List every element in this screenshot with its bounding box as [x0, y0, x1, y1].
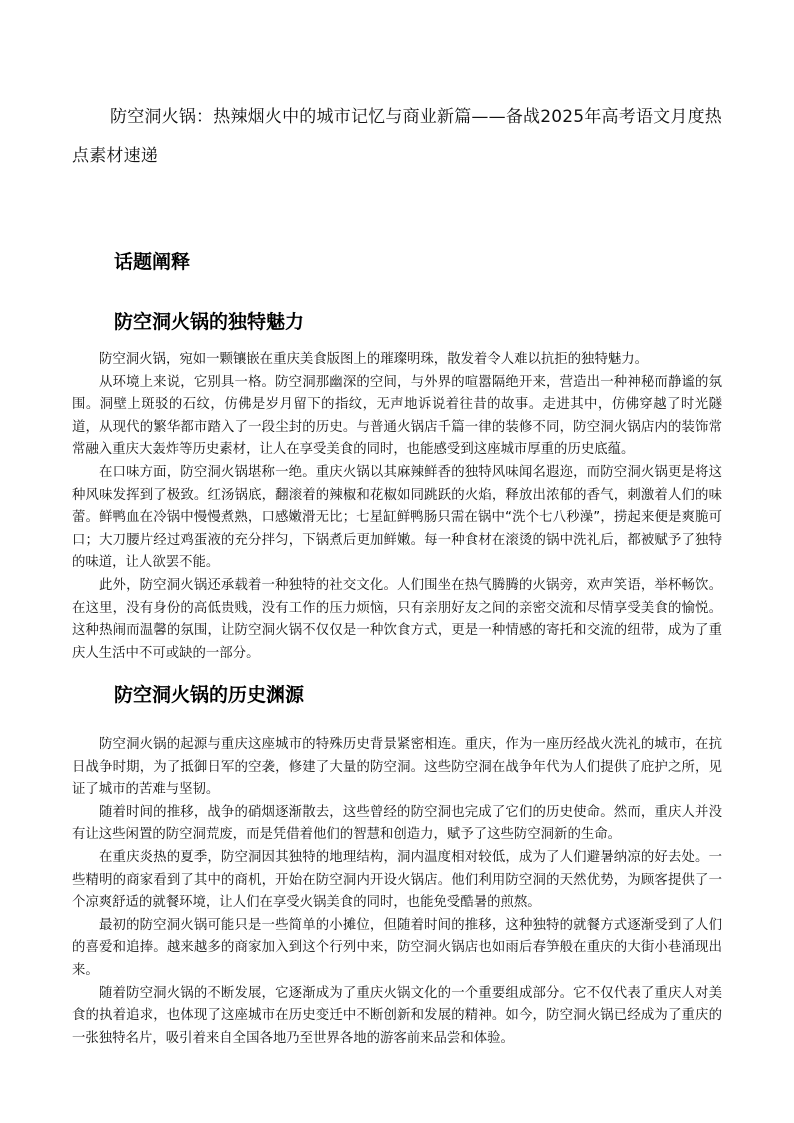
section-charm-body — [72, 349, 722, 665]
paragraph: 防空洞火锅的起源与重庆这座城市的特殊历史背景紧密相连。重庆，作为一座历经战火洗礼的城市，在抗日战争时期，为了抵御日军的空袭，修建了大量的防空洞。这些防空洞在战争年代为人们提供了庇护之所，见证了城市的苦难与坚韧。 — [72, 737, 722, 798]
section-heading-history: 防空洞火锅的历史渊源 — [114, 684, 305, 706]
paragraph: 最初的防空洞火锅可能只是一些简单的小摊位，但随着时间的推移，这种独特的就餐方式逐渐受到了人们的喜爱和追捧。越来越多的商家加入到这个行列中来，防空洞火锅店也如雨后春笋般在重庆的大街小巷涌现出来。 — [72, 917, 722, 978]
section-heading-charm: 防空洞火锅的独特魅力 — [114, 311, 305, 333]
section-history-body — [72, 734, 722, 1050]
paragraph: 此外，防空洞火锅还承载着一种独特的社交文化。人们围坐在热气腾腾的火锅旁，欢声笑语，举杯畅饮。在这里，没有身份的高低贵贱，没有工作的压力烦恼，只有亲朋好友之间的亲密交流和尽情享受美食的愉悦。这种热闹而温馨的氛围，让防空洞火锅不仅仅是一种饮食方式，更是一种情感的寄托和交流的纽带，成为了重庆人生活中不可或缺的一部分。 — [72, 577, 722, 661]
topic-heading: 话题阐释 — [114, 251, 191, 273]
paragraph: 在口味方面，防空洞火锅堪称一绝。重庆火锅以其麻辣鲜香的独特风味闻名遐迩，而防空洞火锅更是将这种风味发挥到了极致。红汤锅底，翻滚着的辣椒和花椒如同跳跃的火焰，释放出浓郁的香气，刺激着人们的味蕾。鲜鸭血在冷锅中慢慢煮熟，口感嫩滑无比；七星缸鲜鸭肠只需在锅中“洗个七八秒澡”，捞起来便是爽脆可口；大刀腰片经过鸡蛋液的充分拌匀，下锅煮后更加鲜嫩。每一种食材在滚烫的锅中洗礼后，都被赋予了独特的味道，让人欲罢不能。 — [72, 464, 722, 571]
paragraph: 从环境上来说，它别具一格。防空洞那幽深的空间，与外界的喧嚣隔绝开来，营造出一种神秘而静谧的氛围。洞壁上斑驳的石纹，仿佛是岁月留下的指纹，无声地诉说着往昔的故事。走进其中，仿佛穿越了时光隧道，从现代的繁华都市踏入了一段尘封的历史。与普通火锅店千篇一律的装修不同，防空洞火锅店内的装饰常常融入重庆大轰炸等历史素材，让人在享受美食的同时，也能感受到这座城市厚重的历史底蕴。 — [72, 374, 722, 458]
paragraph: 随着防空洞火锅的不断发展，它逐渐成为了重庆火锅文化的一个重要组成部分。它不仅代表了重庆人对美食的执着追求，也体现了这座城市在历史变迁中不断创新和发展的精神。如今，防空洞火锅已经成为了重庆的一张独特名片，吸引着来自全国各地乃至世界各地的游客前来品尝和体验。 — [72, 985, 722, 1046]
paragraph: 在重庆炎热的夏季，防空洞因其独特的地理结构，洞内温度相对较低，成为了人们避暑纳凉的好去处。一些精明的商家看到了其中的商机，开始在防空洞内开设火锅店。他们利用防空洞的天然优势，为顾客提供了一个凉爽舒适的就餐环境，让人们在享受火锅美食的同时，也能免受酷暑的煎熬。 — [72, 849, 722, 911]
paragraph: 随着时间的推移，战争的硝烟逐渐散去，这些曾经的防空洞也完成了它们的历史使命。然而，重庆人并没有让这些闲置的防空洞荒废，而是凭借着他们的智慧和创造力，赋予了这些防空洞新的生命。 — [72, 804, 722, 843]
document-title: 防空洞火锅：热辣烟火中的城市记忆与商业新篇——备战2025年高考语文月度热点素材速递 — [72, 107, 722, 166]
paragraph: 防空洞火锅，宛如一颗镶嵌在重庆美食版图上的璀璨明珠，散发着令人难以抗拒的独特魅力。 — [99, 352, 649, 367]
